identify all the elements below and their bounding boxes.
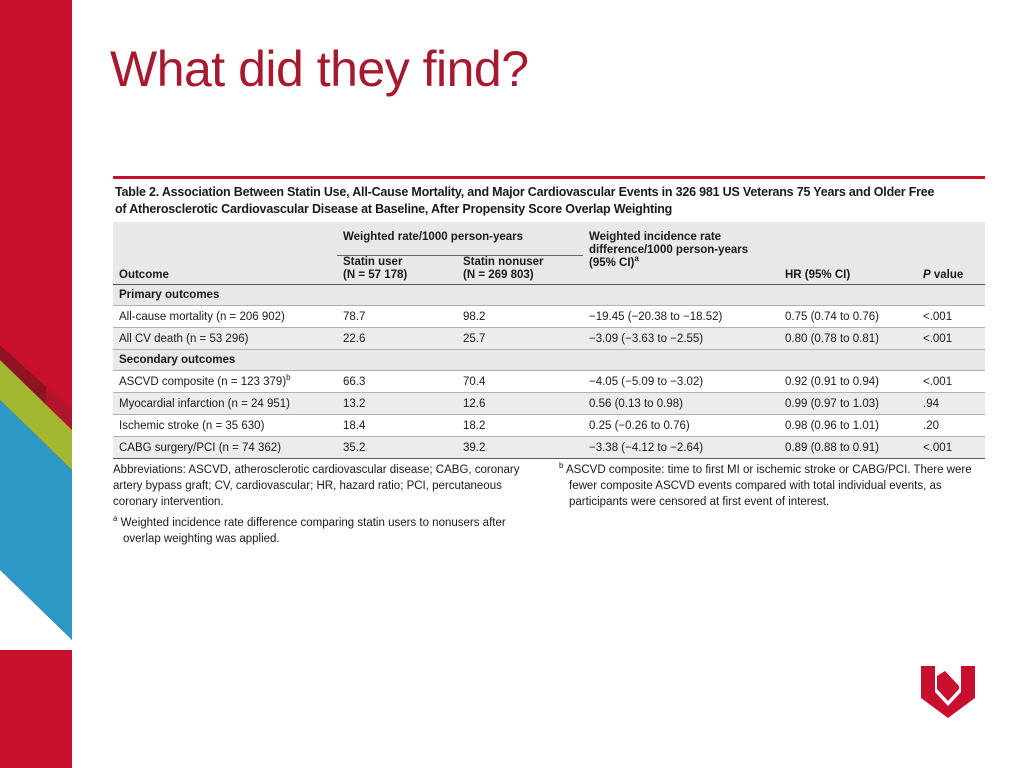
header-p-value: P value: [917, 256, 985, 285]
table-row: ASCVD composite (n = 123 379)$^b$ 66.3 70.4 −4.05 (−5.09 to −3.02) 0.92 (0.91 to 0.94) <.001: [113, 371, 985, 393]
upper-red-wedge: [0, 0, 72, 410]
results-table-figure: [113, 176, 985, 552]
results-table: [113, 222, 985, 459]
table-caption-line-2: of Atherosclerotic Cardiovascular Disease at Baseline, After Propensity Score Overlap Weighting: [115, 202, 673, 216]
slide-title: What did they find?: [110, 41, 529, 97]
table-caption-line-1: Table 2. Association Between Statin Use, All-Cause Mortality, and Major Cardiovascular Events in 326 981 US Veterans 75 Years and Older Free: [115, 185, 935, 199]
table-row: Myocardial infarction (n = 24 951) 13.2 12.6 0.56 (0.13 to 0.98) 0.99 (0.97 to 1.03) .94: [113, 393, 985, 415]
table-row: CABG surgery/PCI (n = 74 362) 35.2 39.2 −3.38 (−4.12 to −2.64) 0.89 (0.88 to 0.91) <.001: [113, 437, 985, 459]
table-caption: [113, 179, 985, 222]
header-statin-user: Statin user (N = 57 178): [337, 256, 457, 285]
header-statin-nonuser: Statin nonuser (N = 269 803): [457, 256, 583, 285]
table-footnotes: [113, 462, 985, 552]
table-row: Ischemic stroke (n = 35 630) 18.4 18.2 0.25 (−0.26 to 0.76) 0.98 (0.96 to 1.01) .20: [113, 415, 985, 437]
lower-red-block: [0, 650, 72, 768]
header-rate-difference: Weighted incidence rate difference/1000 person-years (95% CI)$^a$: [583, 222, 779, 285]
footnote-abbreviations: Abbreviations: ASCVD, atherosclerotic cardiovascular disease; CABG, coronary artery bypass graft; CV, cardiovascular; HR, hazard ratio; PCI, percutaneous coronary intervention.: [113, 464, 520, 508]
footnote-b: $^b$ ASCVD composite: time to first MI or ischemic stroke or CABG/PCI. There were fewer composite ASCVD events compared with total individual events, as participants were censored at first event of interest.: [559, 461, 972, 508]
footnote-a: $^a$ Weighted incidence rate difference comparing statin users to nonusers after overlap weighting was applied.: [113, 514, 506, 545]
table-row: All CV death (n = 53 296) 22.6 25.7 −3.09 (−3.63 to −2.55) 0.80 (0.78 to 0.81) <.001: [113, 328, 985, 350]
table-row: All-cause mortality (n = 206 902) 78.7 98.2 −19.45 (−20.38 to −18.52) 0.75 (0.74 to 0.76) <.001: [113, 306, 985, 328]
section-secondary-outcomes: Secondary outcomes: [113, 350, 985, 371]
section-primary-outcomes: Primary outcomes: [113, 285, 985, 306]
unmc-n-logo-icon: [921, 662, 975, 718]
header-weighted-rate: Weighted rate/1000 person-years: [337, 222, 583, 256]
header-hr: HR (95% CI): [779, 256, 917, 285]
header-outcome: Outcome: [113, 256, 337, 285]
